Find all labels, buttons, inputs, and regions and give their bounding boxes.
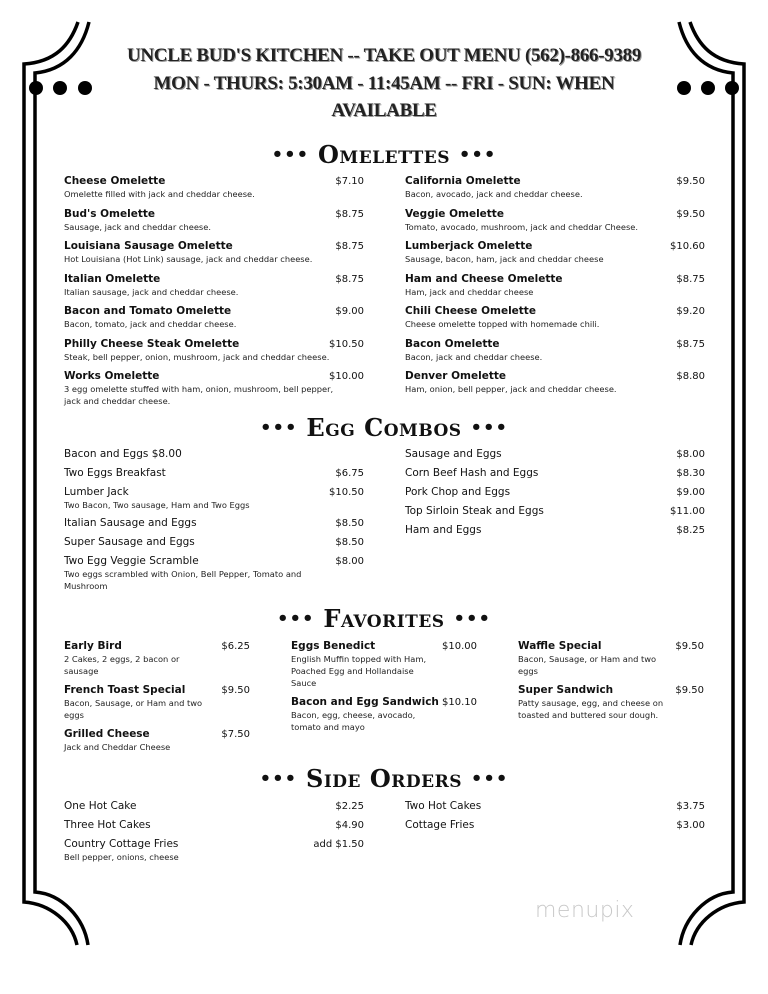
item-name: Denver Omelette bbox=[405, 370, 506, 382]
title-dots: ••• bbox=[453, 608, 491, 629]
item-name: Two Egg Veggie Scramble bbox=[64, 555, 199, 567]
item-name: Cheese Omelette bbox=[64, 175, 166, 187]
title-dots: ••• bbox=[458, 144, 497, 165]
item-description: Sausage, bacon, ham, jack and cheddar cheese bbox=[405, 254, 604, 264]
item-price: $7.50 bbox=[221, 729, 250, 740]
menu-item bbox=[291, 640, 477, 689]
item-price: $10.50 bbox=[329, 338, 364, 350]
menu-column bbox=[518, 640, 704, 728]
menu-item bbox=[64, 517, 364, 530]
item-price: $9.00 bbox=[676, 487, 705, 498]
item-price: $8.75 bbox=[335, 241, 364, 252]
item-name: Veggie Omelette bbox=[405, 207, 504, 220]
menu-item bbox=[64, 208, 364, 233]
menu-item bbox=[64, 370, 364, 407]
item-name: Bacon and Tomato Omelette bbox=[64, 305, 232, 317]
item-name: One Hot Cake bbox=[64, 800, 137, 812]
item-name: Ham and Cheese Omelette bbox=[405, 272, 563, 285]
menu-item bbox=[405, 175, 705, 200]
item-name: Pork Chop and Eggs bbox=[405, 486, 511, 498]
item-description: Steak, bell pepper, onion, mushroom, jack and cheddar cheese. bbox=[64, 351, 330, 362]
title-dots: ••• bbox=[277, 608, 315, 629]
item-price: $3.00 bbox=[676, 820, 705, 831]
item-price: $8.25 bbox=[676, 525, 705, 536]
item-price: $9.50 bbox=[675, 685, 704, 696]
item-price: $8.75 bbox=[676, 338, 705, 350]
item-name: Lumberjack Omelette bbox=[405, 240, 533, 252]
title-dots: ••• bbox=[271, 144, 310, 165]
section-title-text: Side Orders bbox=[306, 764, 462, 793]
item-description: Bacon, Sausage, or Ham and two eggs bbox=[64, 698, 203, 720]
menu-item bbox=[64, 338, 364, 363]
item-name: Sausage and Eggs bbox=[405, 448, 502, 460]
title-dots: ••• bbox=[260, 417, 298, 438]
item-price: $4.90 bbox=[335, 820, 364, 831]
item-description: Ham, jack and cheddar cheese bbox=[405, 286, 534, 297]
item-price: $9.50 bbox=[676, 208, 705, 220]
section-title-text: Favorites bbox=[323, 604, 445, 633]
item-name: Bacon and Eggs $8.00 bbox=[64, 448, 182, 460]
item-price: $8.50 bbox=[335, 537, 364, 548]
menu-column bbox=[291, 640, 477, 740]
menu-item bbox=[405, 240, 705, 265]
item-name: Super Sandwich bbox=[518, 684, 614, 696]
item-description: Jack and Cheddar Cheese bbox=[64, 742, 171, 752]
menu-item bbox=[405, 505, 705, 518]
menu-item bbox=[405, 524, 705, 537]
item-price: $8.75 bbox=[676, 273, 705, 285]
menu-item bbox=[64, 728, 250, 753]
menu-item bbox=[518, 640, 704, 677]
item-price: add $1.50 bbox=[313, 839, 364, 850]
item-description: Bacon, avocado, jack and cheddar cheese. bbox=[405, 189, 583, 199]
item-name: Super Sausage and Eggs bbox=[64, 536, 195, 548]
item-name: California Omelette bbox=[405, 175, 521, 187]
item-name: Italian Sausage and Eggs bbox=[64, 517, 197, 529]
menu-item bbox=[64, 240, 364, 265]
item-name: Eggs Benedict bbox=[291, 640, 376, 652]
item-price: $8.00 bbox=[676, 449, 705, 460]
item-price: $6.25 bbox=[221, 641, 250, 652]
item-name: Lumber Jack bbox=[64, 486, 129, 498]
header-hours: MON - THURS: 5:30AM - 11:45AM -- FRI - SUN: WHEN bbox=[153, 73, 615, 94]
item-name: Two Eggs Breakfast bbox=[64, 467, 166, 479]
menu-item bbox=[405, 305, 705, 330]
section-title-side-orders bbox=[0, 764, 768, 793]
item-price: $2.25 bbox=[335, 801, 364, 812]
item-price: $9.50 bbox=[221, 685, 250, 696]
item-price: $9.50 bbox=[676, 176, 705, 187]
menu-item bbox=[64, 273, 364, 298]
item-description: Bell pepper, onions, cheese bbox=[64, 852, 179, 862]
item-name: Bacon and Egg Sandwich bbox=[291, 696, 439, 708]
item-description: Hot Louisiana (Hot Link) sausage, jack and cheddar cheese. bbox=[64, 254, 313, 264]
item-price: $8.30 bbox=[676, 468, 705, 479]
menu-item bbox=[64, 819, 364, 832]
item-description: Bacon, jack and cheddar cheese. bbox=[405, 351, 543, 362]
menu-column bbox=[405, 448, 705, 543]
menu-item bbox=[518, 684, 704, 721]
menu-item bbox=[405, 208, 705, 233]
item-description: Sausage, jack and cheddar cheese. bbox=[64, 221, 211, 232]
item-description: Tomato, avocado, mushroom, jack and cheddar Cheese. bbox=[405, 221, 639, 232]
item-name: French Toast Special bbox=[64, 684, 186, 696]
item-name: Bacon Omelette bbox=[405, 337, 500, 350]
menu-column bbox=[405, 800, 705, 838]
item-price: $10.00 bbox=[329, 371, 364, 382]
menu-column bbox=[64, 640, 250, 760]
item-description: Two Bacon, Two sausage, Ham and Two Eggs bbox=[64, 500, 250, 510]
menu-item bbox=[405, 486, 705, 499]
item-name: Ham and Eggs bbox=[405, 524, 482, 536]
menu-item bbox=[405, 370, 705, 395]
item-price: $9.00 bbox=[335, 306, 364, 317]
item-price: $7.10 bbox=[335, 176, 364, 187]
item-price: $10.10 bbox=[442, 697, 477, 708]
item-description: English Muffin topped with Ham, Poached Egg and Hollandaise Sauce bbox=[291, 654, 427, 688]
item-description: Italian sausage, jack and cheddar cheese. bbox=[64, 286, 239, 297]
item-name: Waffle Special bbox=[518, 640, 602, 652]
item-price: $8.75 bbox=[335, 208, 364, 220]
menu-item bbox=[405, 448, 705, 461]
menu-item bbox=[405, 819, 705, 832]
item-name: Italian Omelette bbox=[64, 272, 161, 285]
menu-column bbox=[64, 448, 364, 598]
menu-column bbox=[64, 800, 364, 869]
title-dots: ••• bbox=[259, 768, 298, 789]
menu-item bbox=[64, 555, 364, 592]
title-dots: ••• bbox=[470, 417, 508, 438]
item-name: Works Omelette bbox=[64, 370, 160, 382]
item-description: Two eggs scrambled with Onion, Bell Pepper, Tomato and Mushroom bbox=[64, 569, 302, 591]
menu-item bbox=[64, 175, 364, 200]
item-price: $6.75 bbox=[335, 468, 364, 479]
menu-item bbox=[64, 800, 364, 813]
item-name: Two Hot Cakes bbox=[405, 800, 482, 812]
item-description: 3 egg omelette stuffed with ham, onion, mushroom, bell pepper, jack and cheddar cheese. bbox=[64, 384, 334, 406]
item-name: Country Cottage Fries bbox=[64, 838, 179, 850]
menu-item bbox=[405, 467, 705, 480]
menu-item bbox=[64, 305, 364, 330]
menu-item bbox=[405, 800, 705, 813]
menu-item bbox=[64, 467, 364, 480]
menu-item bbox=[64, 486, 364, 511]
section-title-text: Omelettes bbox=[317, 140, 451, 169]
item-description: Cheese omelette topped with homemade chili. bbox=[405, 319, 600, 329]
item-price: $8.00 bbox=[335, 556, 364, 567]
item-name: Bud's Omelette bbox=[64, 207, 155, 220]
section-title-text: Egg Combos bbox=[306, 413, 462, 442]
item-name: Grilled Cheese bbox=[64, 728, 150, 740]
item-name: Early Bird bbox=[64, 640, 122, 652]
title-dots: ••• bbox=[470, 768, 509, 789]
menu-column bbox=[405, 175, 705, 403]
menu-column bbox=[64, 175, 364, 415]
menu-item bbox=[64, 684, 250, 721]
header-title: UNCLE BUD'S KITCHEN -- TAKE OUT MENU (562)-866-9389 bbox=[126, 45, 642, 66]
menu-item bbox=[64, 448, 364, 461]
item-name: Corn Beef Hash and Eggs bbox=[405, 467, 539, 479]
section-title-egg-combos bbox=[0, 413, 768, 442]
item-price: $9.20 bbox=[676, 306, 705, 317]
item-price: $8.80 bbox=[676, 371, 705, 382]
item-name: Chili Cheese Omelette bbox=[405, 305, 536, 317]
menu-item bbox=[64, 536, 364, 549]
menu-item bbox=[64, 838, 364, 863]
section-title-omelettes bbox=[0, 140, 768, 169]
item-name: Three Hot Cakes bbox=[64, 819, 151, 831]
item-name: Top Sirloin Steak and Eggs bbox=[405, 505, 544, 517]
menu-item bbox=[64, 640, 250, 677]
item-name: Cottage Fries bbox=[405, 819, 475, 831]
item-price: $8.75 bbox=[335, 273, 364, 285]
menu-item bbox=[405, 338, 705, 363]
item-price: $10.50 bbox=[329, 487, 364, 498]
item-name: Louisiana Sausage Omelette bbox=[64, 240, 233, 252]
item-price: $10.60 bbox=[670, 241, 705, 252]
item-price: $3.75 bbox=[676, 801, 705, 812]
item-description: Omelette filled with jack and cheddar cheese. bbox=[64, 189, 255, 199]
header-hours-cont: AVAILABLE bbox=[331, 100, 437, 121]
item-price: $9.50 bbox=[675, 641, 704, 652]
item-description: 2 Cakes, 2 eggs, 2 bacon or sausage bbox=[64, 654, 180, 676]
item-description: Bacon, egg, cheese, avocado, tomato and mayo bbox=[291, 710, 416, 732]
item-price: $11.00 bbox=[670, 506, 705, 517]
item-description: Bacon, Sausage, or Ham and two eggs bbox=[518, 654, 657, 676]
item-description: Bacon, tomato, jack and cheddar cheese. bbox=[64, 319, 237, 329]
item-description: Patty sausage, egg, and cheese on toasted and buttered sour dough. bbox=[518, 698, 664, 720]
section-title-favorites bbox=[0, 604, 768, 633]
item-description: Ham, onion, bell pepper, jack and cheddar cheese. bbox=[405, 384, 617, 394]
item-price: $8.50 bbox=[335, 518, 364, 529]
item-price: $10.00 bbox=[442, 641, 477, 652]
item-name: Philly Cheese Steak Omelette bbox=[64, 337, 240, 350]
menupix-watermark: menupix bbox=[535, 898, 635, 923]
menu-item bbox=[291, 696, 477, 733]
menu-item bbox=[405, 273, 705, 298]
